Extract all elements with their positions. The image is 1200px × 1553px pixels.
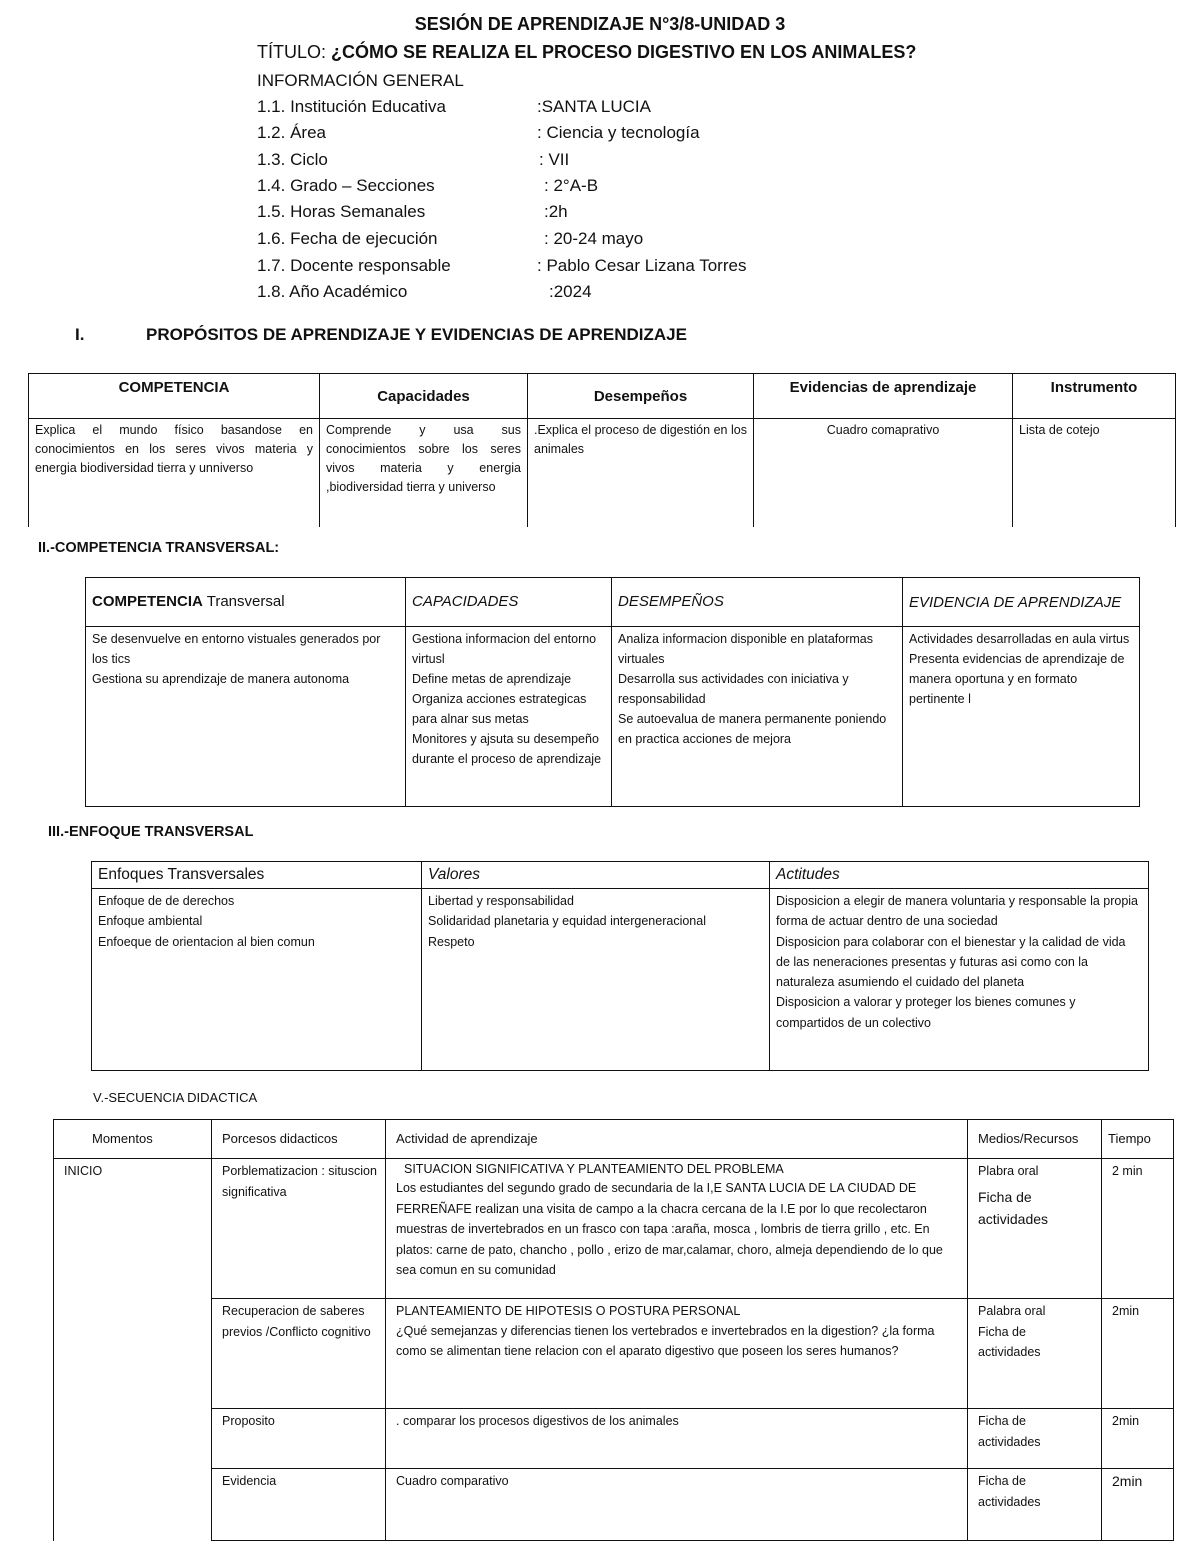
col-header: Actividad de aprendizaje <box>386 1120 968 1159</box>
table-cell: Lista de cotejo <box>1013 419 1176 527</box>
table-cell: . comparar los procesos digestivos de los animales <box>386 1409 968 1469</box>
session-title <box>257 42 916 63</box>
table-header-row <box>54 1120 1174 1159</box>
cell-line: ¿Qué semejanzas y diferencias tienen los vertebrados e invertebrados en la digestion? ¿la forma como se alimentan tiene relacion con el aparato digestivo que poseen los seres humanos? <box>396 1324 935 1358</box>
table-cell <box>386 1159 968 1299</box>
cell-line: Respeto <box>428 934 475 949</box>
title-text: ¿CÓMO SE REALIZA EL PROCESO DIGESTIVO EN LOS ANIMALES? <box>331 42 917 62</box>
cell-line: Ficha de actividades <box>978 1188 1049 1227</box>
table-cell: Comprende y usa sus conocimientos sobre los seres vivos materia y energia ,biodiversidad tierra y universo <box>320 419 528 527</box>
info-label: 1.8. Año Académico <box>257 282 408 301</box>
table-cell: 2min <box>1102 1469 1174 1541</box>
table-row <box>86 627 1140 807</box>
table-cell: Recuperacion de saberes previos /Conflicto cognitivo <box>212 1299 386 1409</box>
info-label: 1.2. Área <box>257 123 326 142</box>
col-header: Valores <box>422 862 770 889</box>
purposes-table <box>28 373 1176 527</box>
cell-line: Disposicion a valorar y proteger los bienes comunes y compartidos de un colectivo <box>776 995 1076 1030</box>
cell-line: Disposicion a elegir de manera voluntaria y responsable la propia forma de actuar dentro de una sociedad <box>776 894 1139 929</box>
cell-line: Enfoque ambiental <box>98 914 203 929</box>
cell-line: Ficha de actividades <box>978 1474 1041 1509</box>
cell-line: Enfoque de de derechos <box>98 894 235 908</box>
cell-line: PLANTEAMIENTO DE HIPOTESIS O POSTURA PERSONAL <box>396 1304 741 1318</box>
cell-line: SITUACION SIGNIFICATIVA Y PLANTEAMIENTO DEL PROBLEMA <box>404 1162 784 1176</box>
competencia-word: COMPETENCIA <box>92 593 203 610</box>
table-cell <box>86 627 406 807</box>
col-header: Actitudes <box>770 862 1149 889</box>
cell-line: Ficha de actividades <box>978 1414 1041 1449</box>
info-value: : 2°A-B <box>544 176 599 195</box>
info-label: 1.1. Institución Educativa <box>257 97 447 116</box>
table-cell <box>968 1299 1102 1409</box>
col-header: EVIDENCIA DE APRENDIZAJE <box>903 578 1140 627</box>
cell-line: Solidaridad planetaria y equidad intergeneracional <box>428 914 706 929</box>
table-cell: Cuadro comparativo <box>386 1469 968 1541</box>
table-cell: INICIO <box>54 1159 212 1541</box>
table-row <box>54 1299 1174 1409</box>
table-cell <box>903 627 1140 807</box>
table-cell <box>612 627 903 807</box>
title-label: TÍTULO: <box>257 42 332 62</box>
info-value: : Pablo Cesar Lizana Torres <box>537 256 747 275</box>
cell-line: Disposicion para colaborar con el bienestar y la calidad de vida de las neneraciones presentas y futuras asi como con la naturaleza asumiendo el cuidado del planeta <box>776 934 1126 990</box>
cell-line: Enfoeque de orientacion al bien comun <box>98 934 315 949</box>
cell-line: Desarrolla sus actividades con iniciativa y responsabilidad <box>618 672 849 706</box>
cell-line: Se autoevalua de manera permanente poniendo en practica acciones de mejora <box>618 712 887 746</box>
approaches-table <box>91 861 1149 1071</box>
col-header: COMPETENCIA <box>29 374 320 419</box>
info-value: :2024 <box>549 282 592 301</box>
table-row <box>54 1469 1174 1541</box>
col-header: Tiempo <box>1102 1120 1174 1159</box>
info-value: : Ciencia y tecnología <box>537 123 700 142</box>
col-header: Porcesos didacticos <box>212 1120 386 1159</box>
info-value: : VII <box>539 150 570 169</box>
table-cell <box>968 1159 1102 1299</box>
cell-line: Monitores y ajsuta su desempeño durante el proceso de aprendizaje <box>412 732 602 766</box>
col-header: Desempeños <box>528 374 754 419</box>
table-cell: .Explica el proceso de digestión en los animales <box>528 419 754 527</box>
info-label: 1.7. Docente responsable <box>257 256 451 275</box>
col-header: COMPETENCIA Transversal <box>86 578 406 627</box>
section3-title: III.-ENFOQUE TRANSVERSAL <box>48 824 254 840</box>
table-cell: Porblematizacion : situscion significativa <box>212 1159 386 1299</box>
info-heading: INFORMACIÓN GENERAL <box>257 71 464 90</box>
table-cell <box>770 889 1149 1071</box>
cell-line: Define metas de aprendizaje <box>412 672 572 686</box>
col-header: Capacidades <box>320 374 528 419</box>
col-header: Evidencias de aprendizaje <box>754 374 1013 419</box>
info-label: 1.5. Horas Semanales <box>257 202 426 221</box>
table-cell <box>968 1409 1102 1469</box>
didactic-sequence-table <box>53 1119 1174 1541</box>
info-label: 1.6. Fecha de ejecución <box>257 229 438 248</box>
col-header: Medios/Recursos <box>968 1120 1102 1159</box>
cell-line: Los estudiantes del segundo grado de secundaria de la I,E SANTA LUCIA DE LA CIUDAD DE FERREÑAFE realizan una visita de campo a la chacra cercana de la I.E por lo que recolectaron muestras de invertebrados en un frasco con tapa :araña, mosca , lombris de tierra grillo , etc. En platos: carne de pato, chancho , pollo , erizo de mar,calamar, choro, almeja dependiendo de lo que sea comun en su comunidad <box>396 1181 943 1277</box>
table-header-row <box>29 374 1176 419</box>
col-header: CAPACIDADES <box>406 578 612 627</box>
table-cell: Explica el mundo físico basandose en conocimientos en los seres vivos materia y energia biodiversidad tierra y unniverso <box>29 419 320 527</box>
section1-title: PROPÓSITOS DE APRENDIZAJE Y EVIDENCIAS DE APRENDIZAJE <box>146 325 687 344</box>
table-header-row <box>86 578 1140 627</box>
table-header-row <box>92 862 1149 889</box>
col-header: Instrumento <box>1013 374 1176 419</box>
table-row <box>54 1159 1174 1299</box>
table-cell <box>386 1299 968 1409</box>
col-header: DESEMPEÑOS <box>612 578 903 627</box>
info-label: 1.3. Ciclo <box>257 150 328 169</box>
cell-line: Libertad y responsabilidad <box>428 894 574 908</box>
table-cell <box>968 1469 1102 1541</box>
cell-line: Presenta evidencias de aprendizaje de manera oportuna y en formato pertinente l <box>909 652 1125 706</box>
table-cell <box>406 627 612 807</box>
col-header: Momentos <box>54 1120 212 1159</box>
table-cell: Proposito <box>212 1409 386 1469</box>
cell-line: Gestiona informacion del entorno virtusl <box>412 632 597 666</box>
section2-title: II.-COMPETENCIA TRANSVERSAL: <box>38 540 280 556</box>
cell-line: Ficha de actividades <box>978 1324 1041 1359</box>
page-title: SESIÓN DE APRENDIZAJE N°3/8-UNIDAD 3 <box>414 14 786 34</box>
table-cell <box>422 889 770 1071</box>
cell-line: Palabra oral <box>978 1304 1046 1318</box>
table-row <box>29 419 1176 527</box>
cell-line: Gestiona su aprendizaje de manera autonoma <box>92 672 350 686</box>
info-value: :SANTA LUCIA <box>537 97 651 116</box>
cell-line: Actividades desarrolladas en aula virtus <box>909 632 1130 646</box>
table-cell: 2 min <box>1102 1159 1174 1299</box>
cell-line: Plabra oral <box>978 1164 1039 1178</box>
table-cell <box>92 889 422 1071</box>
table-row <box>92 889 1149 1071</box>
transversal-competence-table <box>85 577 1140 807</box>
col-header: Enfoques Transversales <box>92 862 422 889</box>
table-cell: Cuadro comaprativo <box>754 419 1013 527</box>
info-value: : 20-24 mayo <box>544 229 644 248</box>
cell-line: Analiza informacion disponible en plataformas virtuales <box>618 632 874 666</box>
cell-line: Organiza acciones estrategicas para alnar sus metas <box>412 692 587 726</box>
info-label: 1.4. Grado – Secciones <box>257 176 435 195</box>
table-cell: 2min <box>1102 1299 1174 1409</box>
table-cell: 2min <box>1102 1409 1174 1469</box>
cell-line: Se desenvuelve en entorno vistuales generados por los tics <box>92 632 381 666</box>
info-value: :2h <box>544 202 568 221</box>
section5-title: V.-SECUENCIA DIDACTICA <box>93 1090 258 1105</box>
table-row <box>54 1409 1174 1469</box>
table-cell: Evidencia <box>212 1469 386 1541</box>
section1-number: I. <box>75 325 85 344</box>
